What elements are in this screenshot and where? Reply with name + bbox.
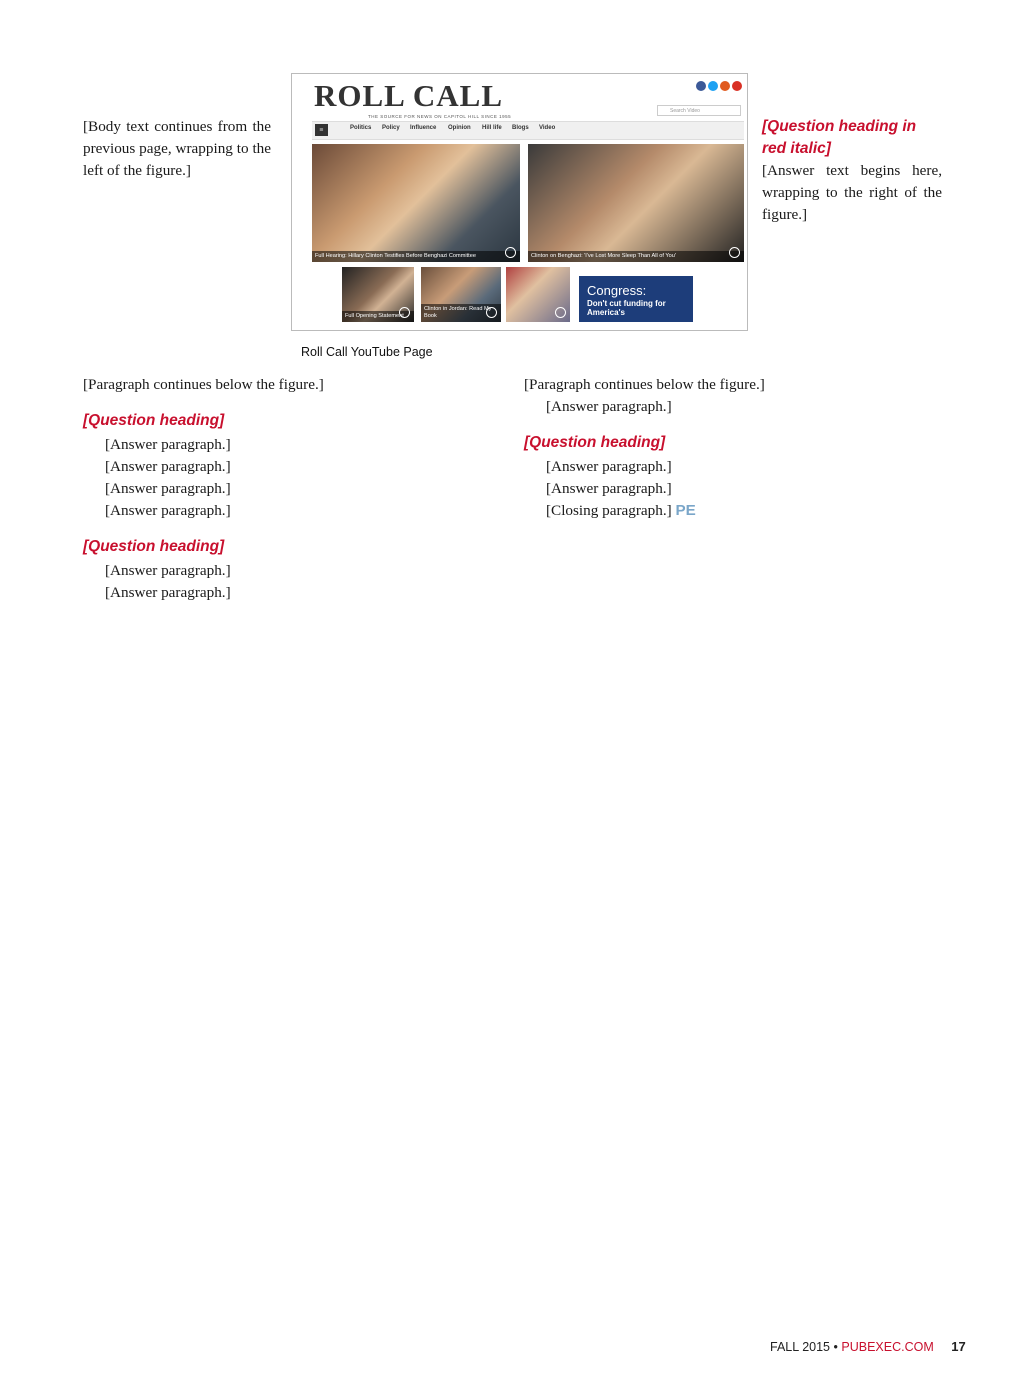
email-icon — [732, 81, 742, 91]
nav-blogs[interactable]: Blogs — [512, 125, 529, 131]
advertisement-banner[interactable] — [579, 276, 693, 322]
paragraph: [Answer paragraph.] — [105, 436, 231, 453]
video-title: Full Hearing: Hillary Clinton Testifies Before Benghazi Committee — [312, 251, 520, 262]
search-input[interactable]: Search Video — [657, 105, 741, 116]
figure-caption: Roll Call YouTube Page — [301, 345, 433, 359]
paragraph: [Answer paragraph.] — [105, 480, 231, 497]
video-title: Clinton on Benghazi: 'I've Lost More Sleep Than All of You' — [528, 251, 744, 262]
nav-politics[interactable]: Politics — [350, 125, 372, 131]
paragraph: [Answer paragraph.] — [105, 458, 231, 475]
video-thumbnail[interactable] — [506, 267, 570, 322]
question-heading: [Question heading] — [524, 434, 666, 451]
facebook-icon — [696, 81, 706, 91]
site-link[interactable]: PUBEXEC.COM — [841, 1340, 934, 1354]
video-title: Clinton in Jordan: Read My Book — [421, 304, 501, 322]
nav-policy[interactable]: Policy — [382, 125, 400, 131]
question-heading: [Question heading in red italic] — [762, 118, 917, 157]
page-footer — [770, 1339, 966, 1354]
nav-influence[interactable]: Influence — [410, 125, 437, 131]
masthead-tagline: THE SOURCE FOR NEWS ON CAPITOL HILL SINCE 1955 — [368, 114, 512, 119]
body-text-wrap-left — [83, 116, 271, 182]
paragraph: [Paragraph continues below the figure.] — [524, 376, 765, 393]
right-column — [524, 374, 941, 522]
paragraph: [Answer paragraph.] — [105, 584, 231, 601]
paragraph: [Answer paragraph.] — [546, 398, 672, 415]
left-column — [83, 374, 498, 604]
paragraph: [Answer paragraph.] — [105, 562, 231, 579]
ad-subline: Don't cut funding for America's — [587, 299, 666, 317]
site-nav-bar — [312, 121, 744, 140]
ad-headline: Congress: — [587, 283, 647, 298]
paragraph: [Answer paragraph.] — [546, 480, 672, 497]
question-heading: [Question heading] — [83, 412, 225, 429]
issue-label: FALL 2015 — [770, 1340, 831, 1354]
roll-call-masthead: ROLL CALL — [314, 78, 504, 113]
video-title: Full Opening Statement — [342, 311, 414, 322]
paragraph: [Closing paragraph.] PE — [546, 502, 696, 519]
menu-icon[interactable]: ≡ — [315, 124, 328, 136]
paragraph: [Answer paragraph.] — [546, 458, 672, 475]
nav-hill-life[interactable]: Hill life — [482, 125, 502, 131]
video-thumbnail[interactable] — [342, 267, 414, 322]
roll-call-screenshot-figure — [291, 73, 748, 331]
nav-opinion[interactable]: Opinion — [448, 125, 471, 131]
question-heading: [Question heading] — [83, 538, 225, 555]
end-mark: PE — [675, 502, 696, 519]
video-thumbnail[interactable] — [528, 144, 744, 262]
play-icon — [486, 307, 497, 318]
play-icon — [505, 247, 516, 258]
footer-bullet: • — [833, 1340, 838, 1354]
paragraph: [Answer paragraph.] — [105, 502, 231, 519]
page-number: 17 — [951, 1339, 966, 1354]
paragraph: [Body text continues from the previous page, wrapping to the left of the figure.] — [83, 118, 271, 179]
twitter-icon — [708, 81, 718, 91]
play-icon — [729, 247, 740, 258]
body-text-wrap-right — [762, 116, 942, 226]
video-thumbnail[interactable] — [421, 267, 501, 322]
play-icon — [555, 307, 566, 318]
paragraph: [Answer text begins here, wrapping to the right of the figure.] — [762, 162, 942, 223]
paragraph: [Paragraph continues below the figure.] — [83, 376, 324, 393]
nav-video[interactable]: Video — [539, 125, 556, 131]
play-icon — [399, 307, 410, 318]
video-thumbnail[interactable] — [312, 144, 520, 262]
rss-icon — [720, 81, 730, 91]
